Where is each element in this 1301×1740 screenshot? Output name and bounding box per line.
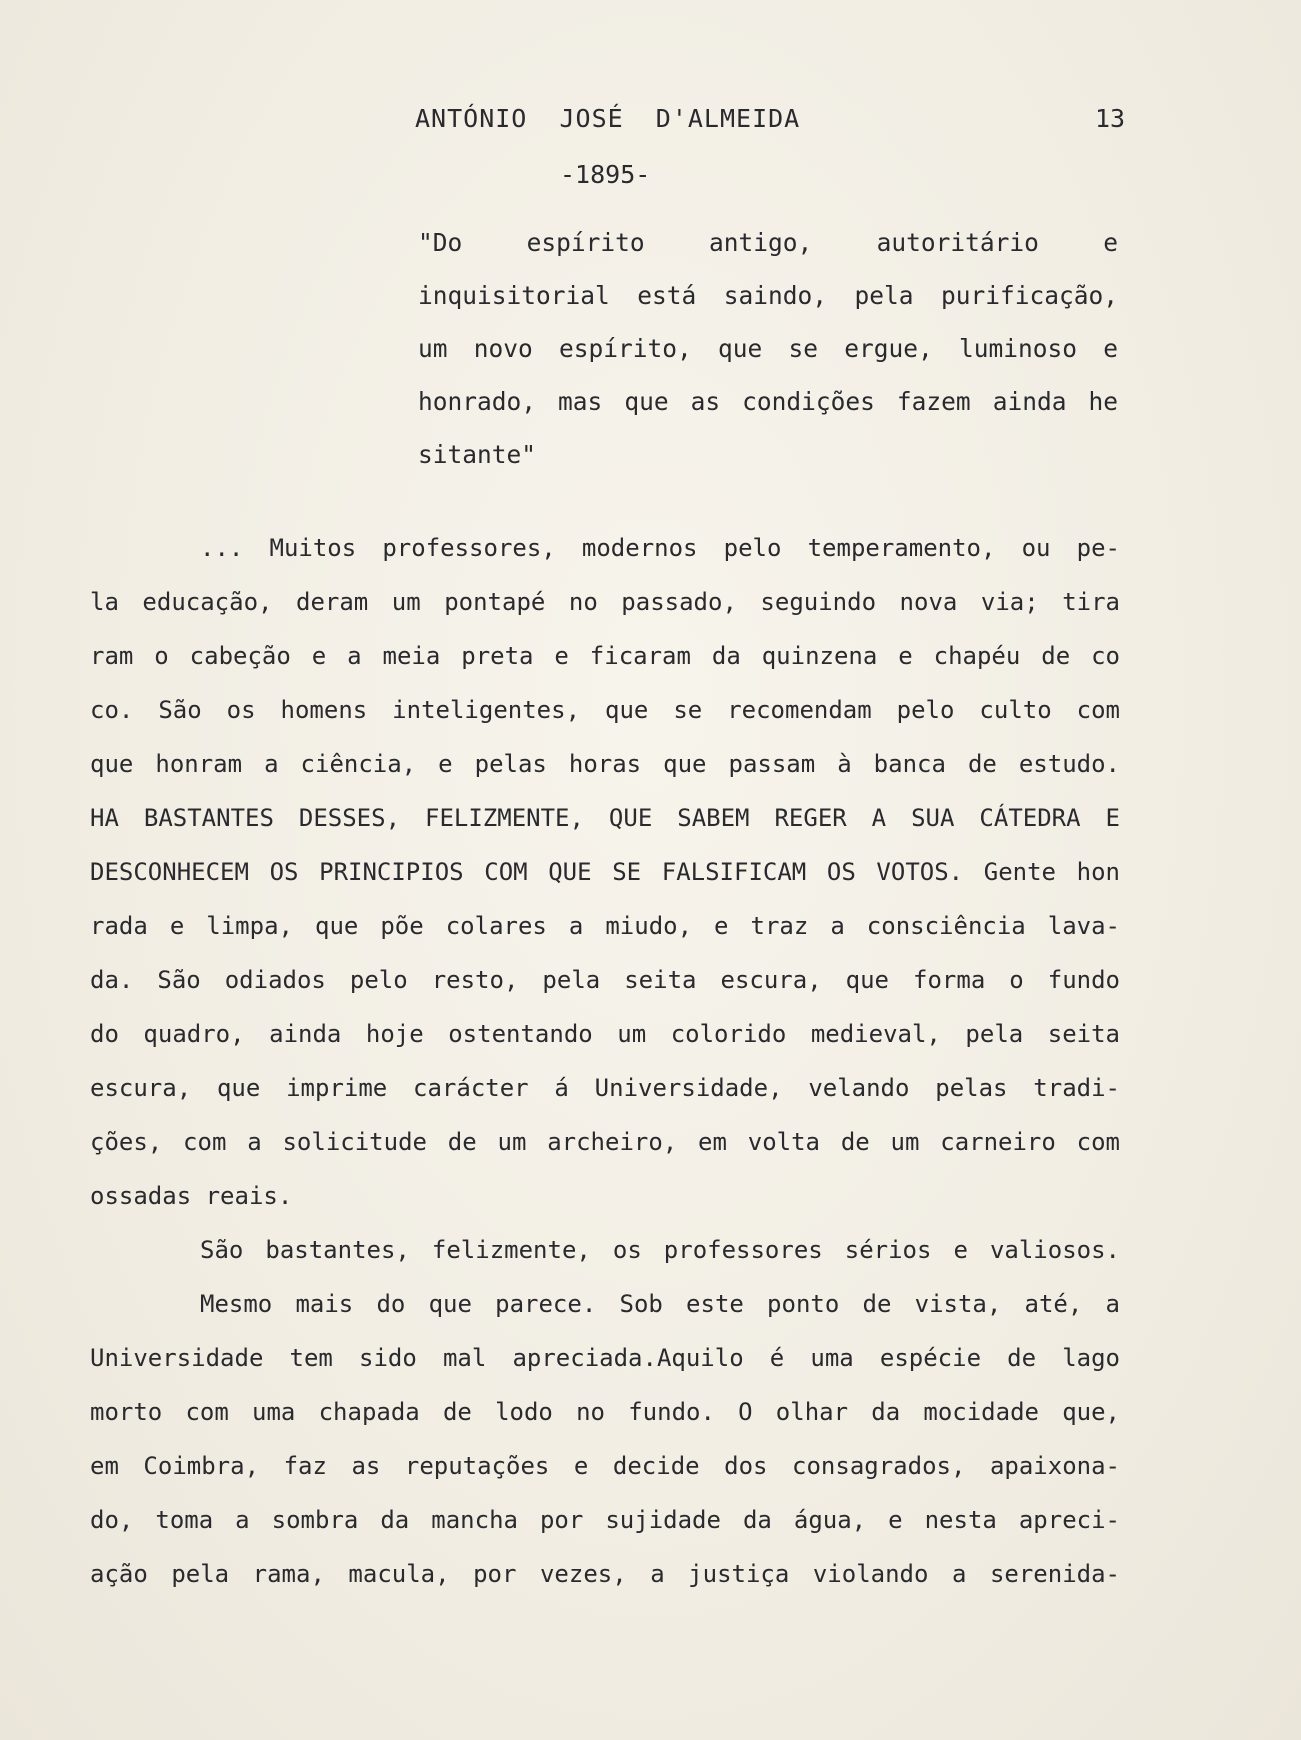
body-line: ram o cabeção e a meia preta e ficaram da quinzena e chapéu de co [90, 642, 1120, 670]
page-header-title: ANTÓNIO JOSÉ D'ALMEIDA [415, 104, 801, 133]
quote-line: "Do espírito antigo, autoritário e [418, 228, 1118, 257]
quote-line: sitante" [418, 440, 537, 469]
body-line: Universidade tem sido mal apreciada.Aquilo é uma espécie de lago [90, 1344, 1120, 1372]
body-line: co. São os homens inteligentes, que se recomendam pelo culto com [90, 696, 1120, 724]
body-line: ação pela rama, macula, por vezes, a justiça violando a serenida- [90, 1560, 1120, 1588]
body-line: do, toma a sombra da mancha por sujidade da água, e nesta apreci- [90, 1506, 1120, 1534]
body-line: escura, que imprime carácter á Universidade, velando pelas tradi- [90, 1074, 1120, 1102]
body-line: que honram a ciência, e pelas horas que passam à banca de estudo. [90, 750, 1120, 778]
body-line: São bastantes, felizmente, os professores sérios e valiosos. [200, 1236, 1120, 1264]
body-line: rada e limpa, que põe colares a miudo, e traz a consciência lava- [90, 912, 1120, 940]
quote-line: honrado, mas que as condições fazem ainda he [418, 387, 1118, 416]
quote-line: inquisitorial está saindo, pela purificação, [418, 281, 1118, 310]
year-heading: -1895- [560, 160, 651, 189]
body-line: ções, com a solicitude de um archeiro, em volta de um carneiro com [90, 1128, 1120, 1156]
body-line: HA BASTANTES DESSES, FELIZMENTE, QUE SABEM REGER A SUA CÁTEDRA E [90, 804, 1120, 832]
quote-line: um novo espírito, que se ergue, luminoso e [418, 334, 1118, 363]
body-line: ... Muitos professores, modernos pelo temperamento, ou pe- [200, 534, 1120, 562]
block-quote [418, 228, 1118, 493]
body-text [90, 533, 1120, 1613]
body-line: em Coimbra, faz as reputações e decide dos consagrados, apaixona- [90, 1452, 1120, 1480]
body-line: Mesmo mais do que parece. Sob este ponto de vista, até, a [200, 1290, 1120, 1318]
body-line: la educação, deram um pontapé no passado, seguindo nova via; tira [90, 588, 1120, 616]
body-line: da. São odiados pelo resto, pela seita escura, que forma o fundo [90, 966, 1120, 994]
body-line: ossadas reais. [90, 1182, 293, 1210]
body-line: do quadro, ainda hoje ostentando um colorido medieval, pela seita [90, 1020, 1120, 1048]
body-line: morto com uma chapada de lodo no fundo. O olhar da mocidade que, [90, 1398, 1120, 1426]
page-number: 13 [1095, 104, 1126, 133]
body-line: DESCONHECEM OS PRINCIPIOS COM QUE SE FALSIFICAM OS VOTOS. Gente hon [90, 858, 1120, 886]
